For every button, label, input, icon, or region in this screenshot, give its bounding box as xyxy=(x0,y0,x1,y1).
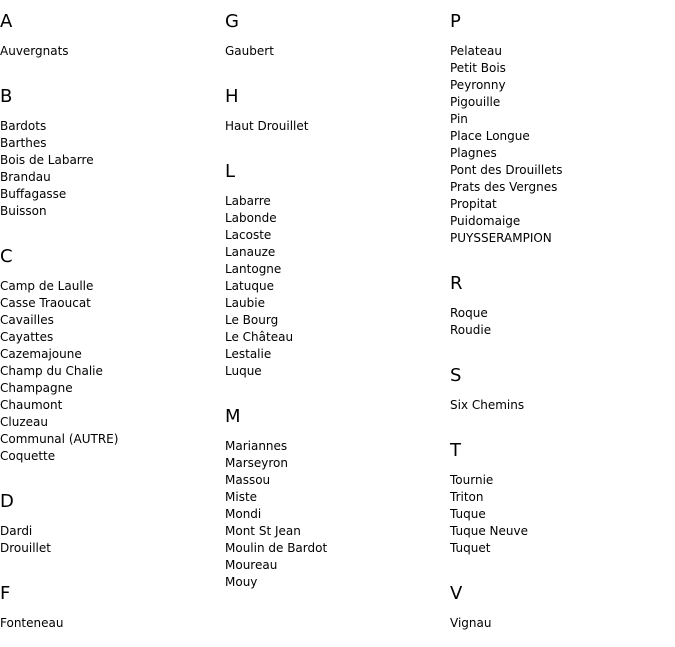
section-item-list xyxy=(450,397,563,414)
section-item-list xyxy=(225,43,327,60)
index-entry: Cayattes xyxy=(0,330,54,344)
index-entry: Fonteneau xyxy=(0,616,64,630)
index-entry: Miste xyxy=(225,490,258,504)
index-entry: Propitat xyxy=(450,197,497,211)
section-letter-heading: H xyxy=(225,86,239,107)
index-section xyxy=(225,85,327,150)
index-column-3 xyxy=(450,0,563,647)
index-entry: Tournie xyxy=(450,473,494,487)
index-entry: Bois de Labarre xyxy=(0,153,94,167)
section-spacer xyxy=(450,557,563,572)
index-entry: Roudie xyxy=(450,323,492,337)
section-letter-heading: G xyxy=(225,11,239,32)
index-entry: Pin xyxy=(450,112,468,126)
section-spacer xyxy=(450,247,563,262)
section-spacer xyxy=(450,339,563,354)
index-section xyxy=(225,10,327,75)
index-entry: Bardots xyxy=(0,119,47,133)
index-section xyxy=(0,582,118,647)
index-entry: Dardi xyxy=(0,524,33,538)
section-spacer xyxy=(450,632,563,647)
index-entry: Tuquet xyxy=(450,541,491,555)
section-letter-heading: F xyxy=(0,583,11,604)
section-letter-heading: B xyxy=(0,86,13,107)
index-entry: Labonde xyxy=(225,211,277,225)
section-spacer xyxy=(225,60,327,75)
section-item-list xyxy=(0,118,118,220)
index-entry: Chaumont xyxy=(0,398,63,412)
section-spacer xyxy=(0,557,118,572)
section-item-list xyxy=(225,193,327,380)
index-entry: Triton xyxy=(450,490,484,504)
index-entry: Luque xyxy=(225,364,262,378)
section-spacer xyxy=(0,632,118,647)
index-entry: Gaubert xyxy=(225,44,274,58)
index-entry: Lantogne xyxy=(225,262,282,276)
section-letter-heading: R xyxy=(450,273,463,294)
section-letter-heading: S xyxy=(450,365,462,386)
index-entry: Petit Bois xyxy=(450,61,506,75)
index-entry: Mondi xyxy=(225,507,262,521)
section-spacer xyxy=(0,220,118,235)
index-entry: Buisson xyxy=(0,204,47,218)
section-item-list xyxy=(225,118,327,135)
index-section xyxy=(0,10,118,75)
index-entry: Lestalie xyxy=(225,347,272,361)
section-item-list xyxy=(225,438,327,591)
index-entry: Tuque Neuve xyxy=(450,524,528,538)
section-item-list xyxy=(450,305,563,339)
section-spacer xyxy=(0,60,118,75)
section-letter-heading: T xyxy=(450,440,461,461)
section-letter-heading: C xyxy=(0,246,13,267)
index-entry: Roque xyxy=(450,306,488,320)
index-entry: Tuque xyxy=(450,507,486,521)
index-entry: Camp de Laulle xyxy=(0,279,94,293)
index-entry: Le Bourg xyxy=(225,313,279,327)
index-entry: Le Château xyxy=(225,330,294,344)
index-entry: Latuque xyxy=(225,279,274,293)
index-entry: Barthes xyxy=(0,136,47,150)
index-section xyxy=(0,490,118,572)
section-letter-heading: P xyxy=(450,11,461,32)
index-entry: Auvergnats xyxy=(0,44,69,58)
index-section xyxy=(450,582,563,647)
index-entry: Buffagasse xyxy=(0,187,67,201)
index-entry: Casse Traoucat xyxy=(0,296,91,310)
index-entry: Drouillet xyxy=(0,541,51,555)
index-entry: Peyronny xyxy=(450,78,506,92)
index-entry: Champ du Chalie xyxy=(0,364,103,378)
index-section xyxy=(225,405,327,606)
index-entry: Brandau xyxy=(0,170,51,184)
index-entry: Lanauze xyxy=(225,245,276,259)
section-letter-heading: M xyxy=(225,406,241,427)
index-entry: Lacoste xyxy=(225,228,272,242)
section-item-list xyxy=(450,615,563,632)
index-entry: Coquette xyxy=(0,449,56,463)
index-section xyxy=(450,439,563,572)
index-entry: Laubie xyxy=(225,296,265,310)
index-column-1 xyxy=(0,0,118,647)
section-letter-heading: L xyxy=(225,161,236,182)
section-item-list xyxy=(0,523,118,557)
section-item-list xyxy=(450,43,563,247)
index-section xyxy=(0,85,118,235)
index-section xyxy=(225,160,327,395)
index-entry: Six Chemins xyxy=(450,398,525,412)
index-entry: Puidomaige xyxy=(450,214,521,228)
section-letter-heading: V xyxy=(450,583,463,604)
section-letter-heading: D xyxy=(0,491,14,512)
index-entry: Pelateau xyxy=(450,44,502,58)
index-entry: Place Longue xyxy=(450,129,530,143)
section-item-list xyxy=(0,615,118,632)
index-section xyxy=(450,364,563,429)
section-spacer xyxy=(225,135,327,150)
index-entry: Cazemajoune xyxy=(0,347,82,361)
section-letter-heading: A xyxy=(0,11,13,32)
index-entry: Pont des Drouillets xyxy=(450,163,563,177)
index-entry: Vignau xyxy=(450,616,492,630)
index-entry: PUYSSERAMPION xyxy=(450,231,552,245)
index-entry: Plagnes xyxy=(450,146,497,160)
index-entry: Labarre xyxy=(225,194,271,208)
index-entry: Haut Drouillet xyxy=(225,119,309,133)
index-entry: Pigouille xyxy=(450,95,501,109)
index-entry: Moureau xyxy=(225,558,278,572)
index-entry: Cluzeau xyxy=(0,415,48,429)
section-item-list xyxy=(0,43,118,60)
section-spacer xyxy=(225,380,327,395)
index-entry: Marseyron xyxy=(225,456,288,470)
index-entry: Massou xyxy=(225,473,271,487)
section-item-list xyxy=(450,472,563,557)
section-spacer xyxy=(450,414,563,429)
section-spacer xyxy=(0,465,118,480)
index-entry: Mouy xyxy=(225,575,258,589)
index-entry: Mariannes xyxy=(225,439,288,453)
index-section xyxy=(0,245,118,480)
index-section xyxy=(450,10,563,262)
index-entry: Champagne xyxy=(0,381,73,395)
section-spacer xyxy=(225,591,327,606)
section-item-list xyxy=(0,278,118,465)
index-entry: Prats des Vergnes xyxy=(450,180,558,194)
index-entry: Mont St Jean xyxy=(225,524,301,538)
index-column-2 xyxy=(225,0,327,606)
index-section xyxy=(450,272,563,354)
index-entry: Cavailles xyxy=(0,313,54,327)
index-entry: Moulin de Bardot xyxy=(225,541,328,555)
index-entry: Communal (AUTRE) xyxy=(0,432,119,446)
